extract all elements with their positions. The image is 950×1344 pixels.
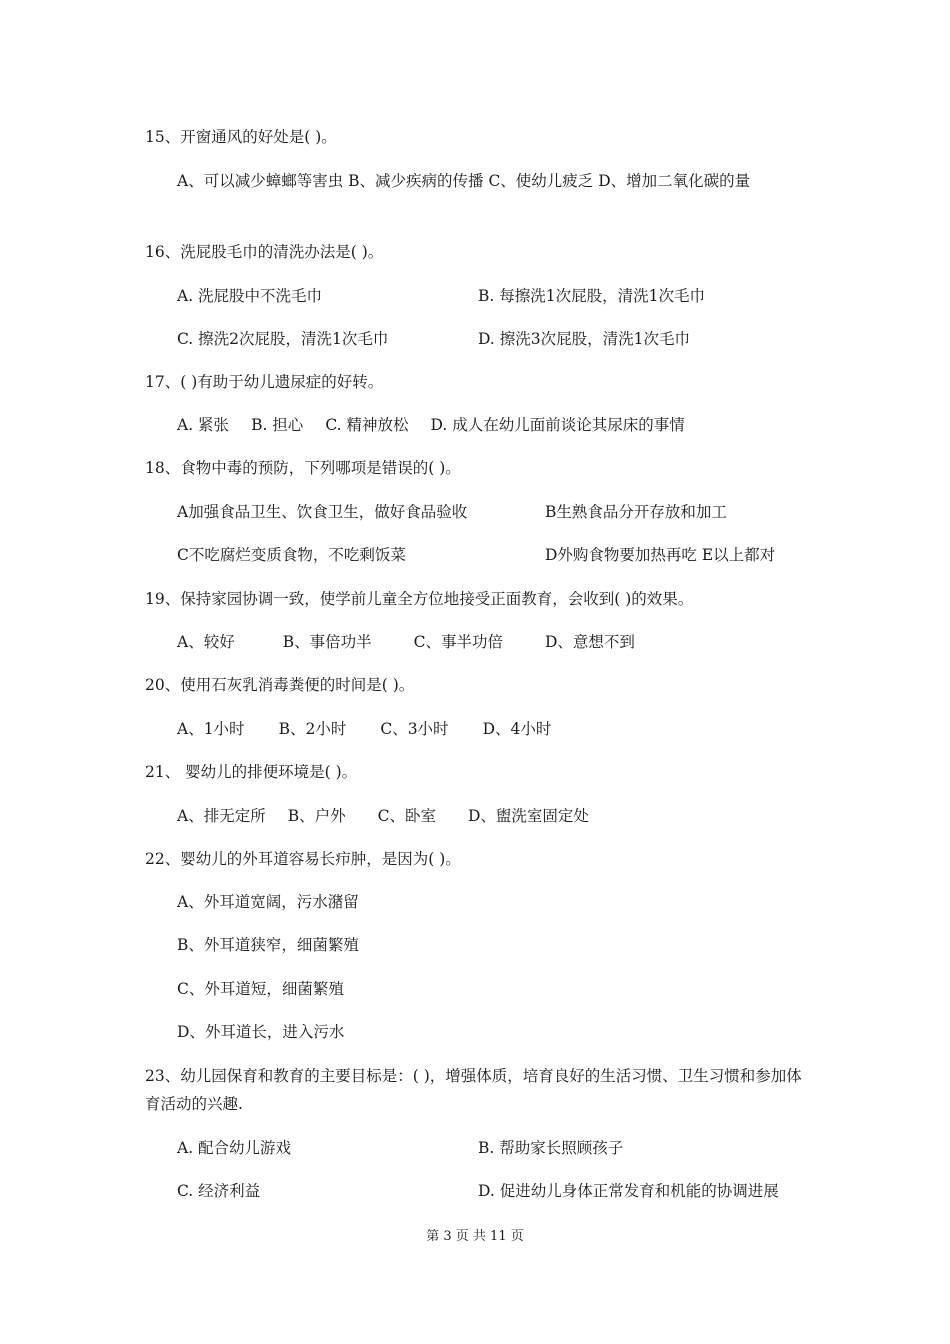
question-16-option-c: C. 擦洗2次屁股，清洗1次毛巾 — [177, 330, 389, 348]
question-21-option-b: B、户外 — [287, 807, 346, 825]
question-19-option-d: D、意想不到 — [544, 633, 635, 651]
question-18-option-c: C不吃腐烂变质食物，不吃剩饭菜 — [177, 546, 406, 564]
question-22-option-a: A、外耳道宽阔，污水潴留 — [177, 893, 359, 911]
question-18-stem: 18、食物中毒的预防，下列哪项是错误的( )。 — [145, 459, 461, 477]
question-19-options — [177, 632, 657, 652]
question-17-stem: 17、( )有助于幼儿遗尿症的好转。 — [145, 373, 384, 391]
question-23-option-b: B. 帮助家长照顾孩子 — [478, 1139, 624, 1157]
question-17-option-a: A. 紧张 — [177, 416, 230, 434]
question-23-stem: 23、幼儿园保育和教育的主要目标是：( )，增强体质，培育良好的生活习惯、卫生习惯和参加体育活动的兴趣. — [145, 1067, 802, 1113]
question-21-option-d: D、盥洗室固定处 — [467, 807, 589, 825]
question-21-option-c: C、卧室 — [377, 807, 436, 825]
question-21-options — [177, 806, 611, 826]
question-20-option-d: D、4小时 — [482, 720, 552, 738]
question-21-stem: 21、 婴幼儿的排便环境是( )。 — [145, 763, 358, 781]
question-17-option-d: D. 成人在幼儿面前谈论其尿床的事情 — [430, 416, 685, 434]
question-20-option-c: C、3小时 — [380, 720, 449, 738]
question-16-option-d: D. 擦洗3次屁股，清洗1次毛巾 — [478, 330, 690, 348]
question-15-options: A、可以减少蟑螂等害虫 B、减少疾病的传播 C、使幼儿疲乏 D、增加二氧化碳的量 — [177, 172, 751, 190]
question-18-option-a: A加强食品卫生、饮食卫生，做好食品验收 — [177, 503, 468, 521]
question-23-option-c: C. 经济利益 — [177, 1182, 261, 1200]
question-17-options — [177, 415, 707, 435]
question-22-stem: 22、婴幼儿的外耳道容易长疖肿，是因为( )。 — [145, 850, 461, 868]
question-20-options — [177, 719, 573, 739]
question-16-option-a: A. 洗屁股中不洗毛巾 — [177, 287, 323, 305]
question-22-option-d: D、外耳道长，进入污水 — [177, 1023, 345, 1041]
question-22-option-c: C、外耳道短，细菌繁殖 — [177, 980, 344, 998]
question-16-stem: 16、洗屁股毛巾的清洗办法是( )。 — [145, 243, 384, 261]
question-19-stem: 19、保持家园协调一致，使学前儿童全方位地接受正面教育，会收到( )的效果。 — [145, 590, 694, 608]
question-21-option-a: A、排无定所 — [177, 807, 266, 825]
question-19-option-b: B、事倍功半 — [282, 633, 372, 651]
question-20-option-a: A、1小时 — [177, 720, 245, 738]
question-19-option-a: A、较好 — [177, 633, 235, 651]
question-19-option-c: C、事半功倍 — [413, 633, 503, 651]
question-20-option-b: B、2小时 — [278, 720, 347, 738]
question-22-option-b: B、外耳道狭窄，细菌繁殖 — [177, 936, 359, 954]
question-18-option-b: B生熟食品分开存放和加工 — [545, 503, 727, 521]
question-20-stem: 20、使用石灰乳消毒粪便的时间是( )。 — [145, 676, 415, 694]
question-15-stem: 15、开窗通风的好处是( )。 — [145, 128, 337, 146]
page-number-footer: 第 3 页 共 11 页 — [426, 1229, 524, 1244]
question-23-option-a: A. 配合幼儿游戏 — [177, 1139, 292, 1157]
question-23-option-d: D. 促进幼儿身体正常发育和机能的协调进展 — [478, 1182, 779, 1200]
question-16-option-b: B. 每擦洗1次屁股，清洗1次毛巾 — [478, 287, 705, 305]
question-17-option-b: B. 担心 — [251, 416, 304, 434]
question-17-option-c: C. 精神放松 — [325, 416, 409, 434]
question-18-option-d: D外购食物要加热再吃 E以上都对 — [545, 546, 776, 564]
